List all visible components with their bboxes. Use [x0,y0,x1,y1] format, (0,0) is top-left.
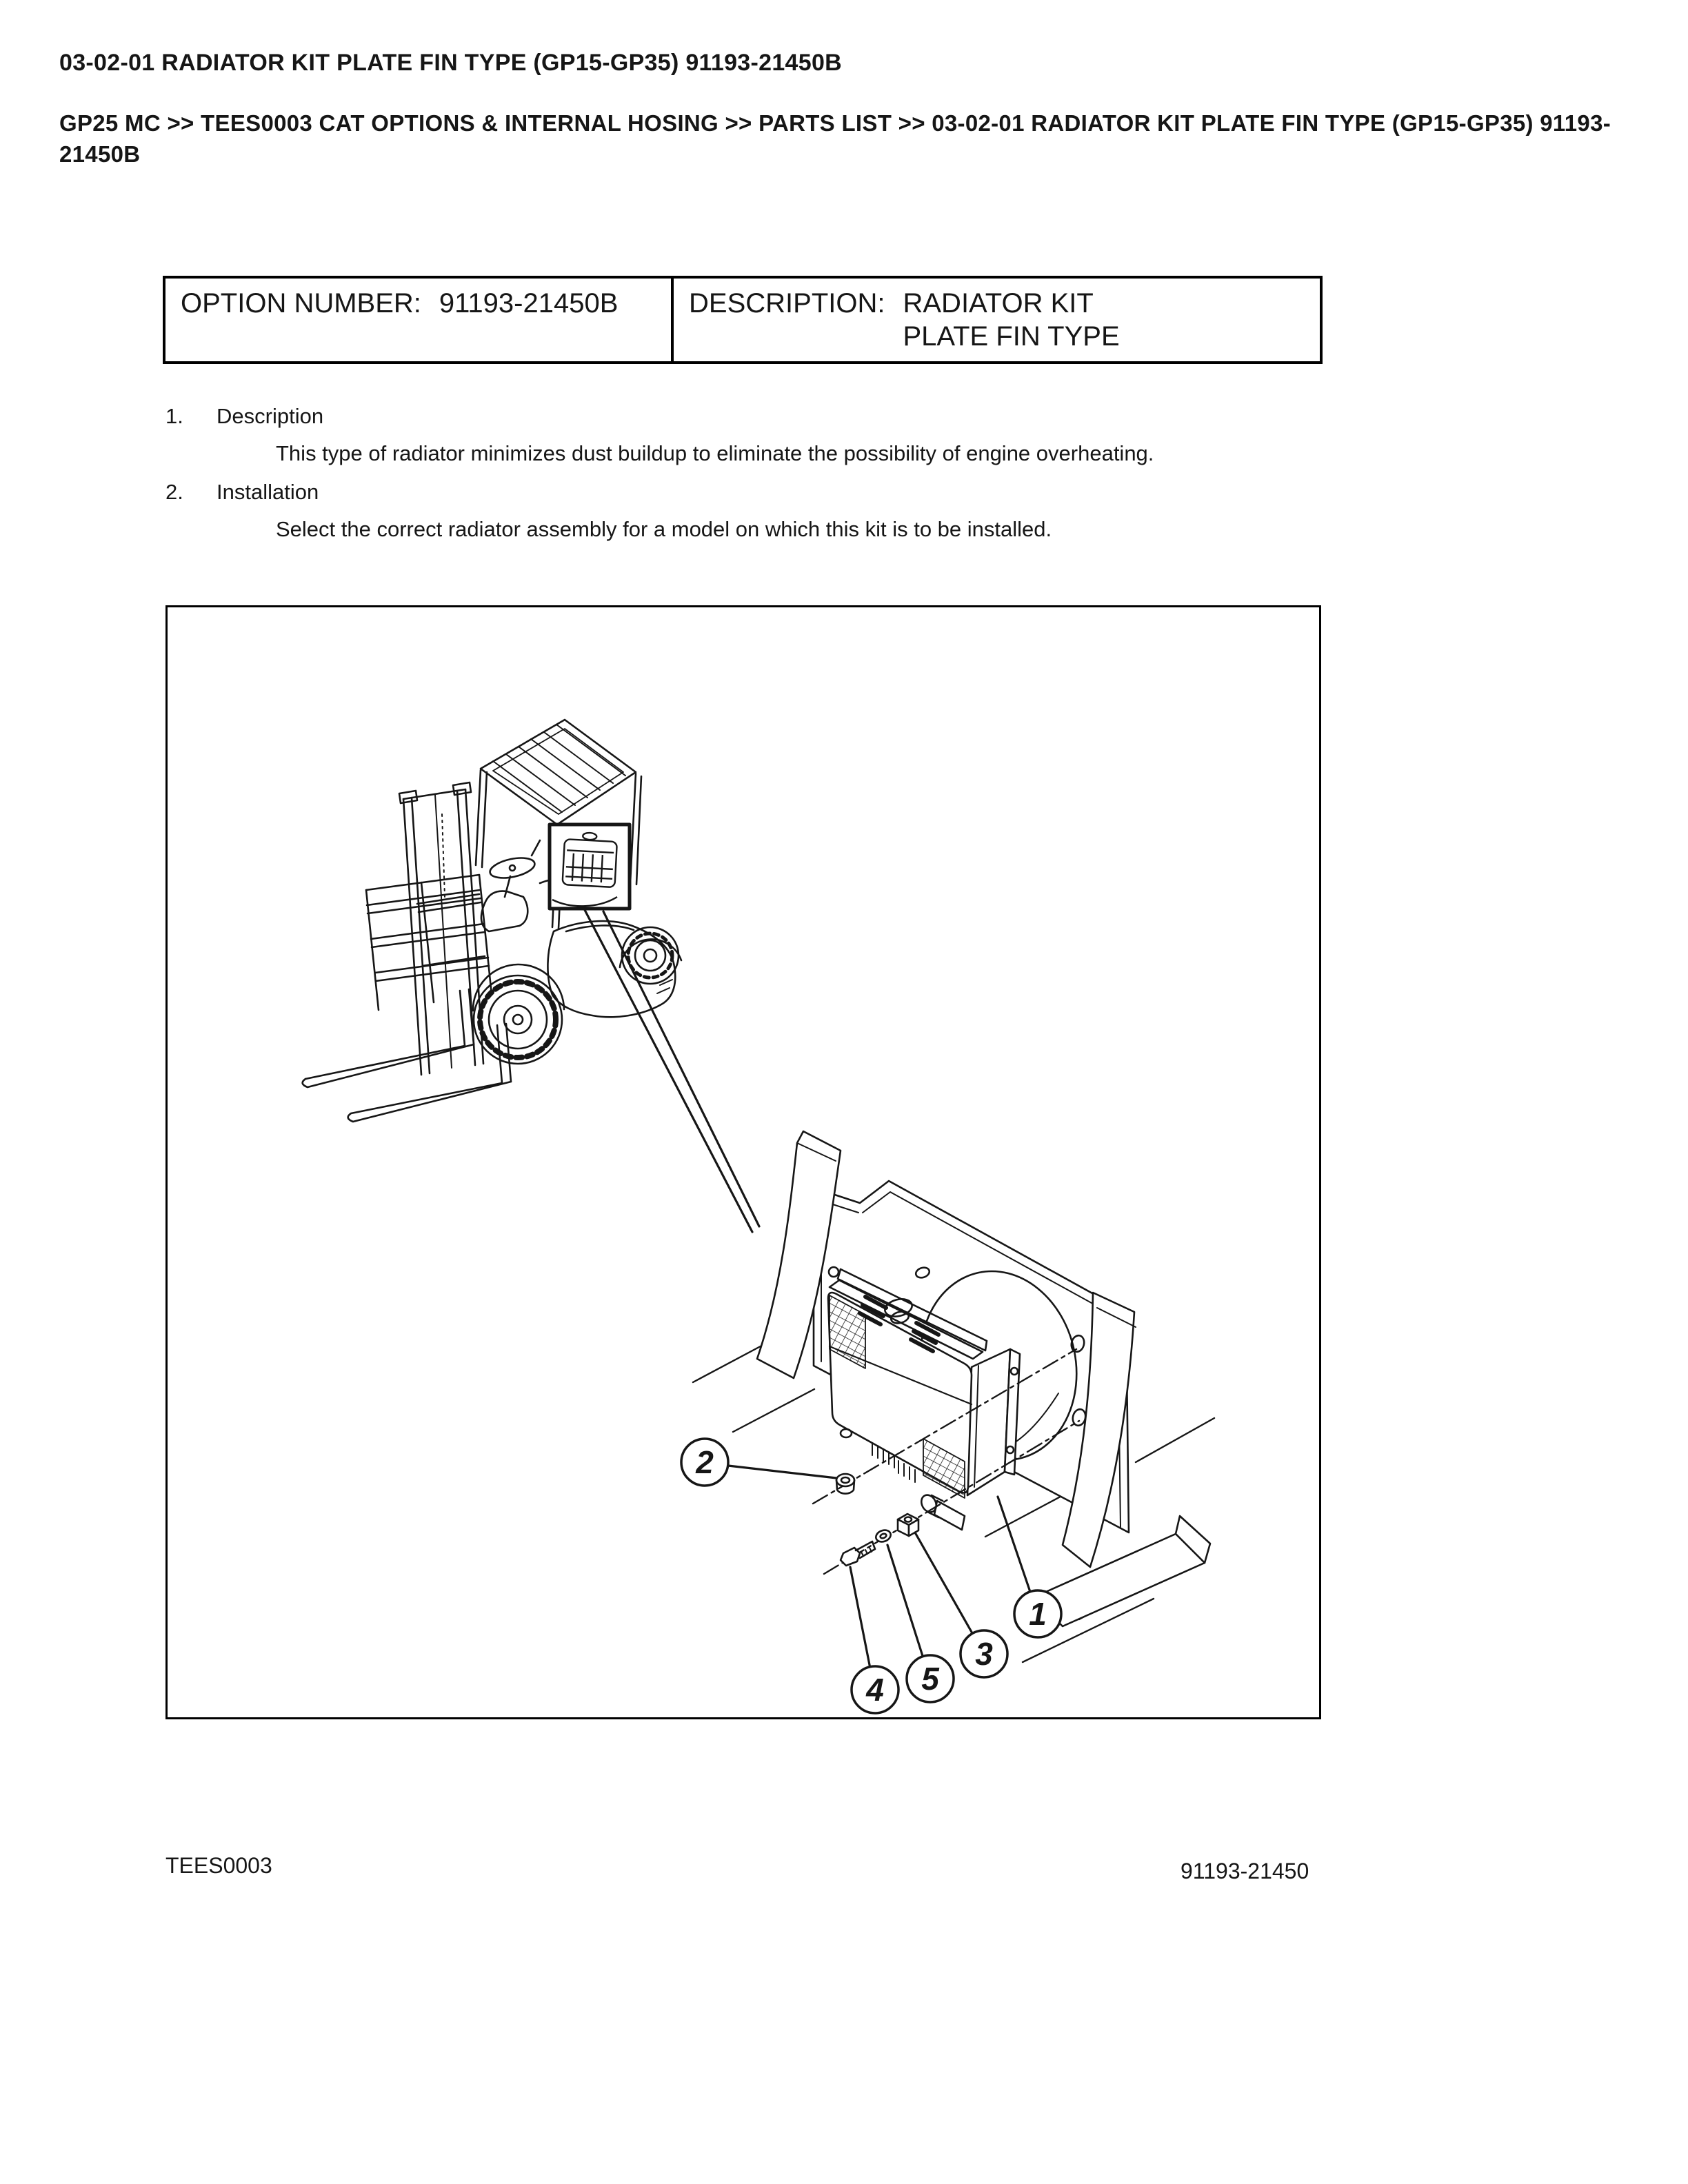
footer-document-code: TEES0003 [165,1853,272,1878]
callout-5 [907,1655,954,1702]
section-1-body: This type of radiator minimizes dust buildup to eliminate the possibility of engine overheating. [276,441,1154,465]
section-2-title: Installation [217,480,319,504]
fastener-parts [836,1474,918,1566]
svg-text:1: 1 [1029,1596,1047,1632]
section-1-number: 1. [165,404,183,428]
callout-4 [852,1666,898,1713]
forklift-drawing [303,720,681,1122]
page-title: 03-02-01 RADIATOR KIT PLATE FIN TYPE (GP15-GP35) 91193-21450B [59,50,843,76]
section-2-body: Select the correct radiator assembly for a model on which this kit is to be installed. [276,517,1052,541]
parts-diagram [165,605,1321,1719]
description-cell [674,279,1320,361]
svg-text:5: 5 [921,1661,939,1697]
option-number-value: 91193-21450B [439,288,619,318]
breadcrumb: GP25 MC >> TEES0003 CAT OPTIONS & INTERNAL HOSING >> PARTS LIST >> 03-02-01 RADIATOR KIT PLATE FIN TYPE (GP15-GP35) 91193-21450B [59,110,1611,167]
section-2-number: 2. [165,480,183,504]
section-2-heading [165,478,1517,506]
bolt-part [841,1541,875,1566]
callout-2 [681,1439,728,1486]
callout-3 [961,1630,1007,1677]
callout-balloons [681,1439,1061,1713]
radiator-kit-illustration [168,607,1319,1717]
section-list [165,403,1517,554]
radiator-location-box [550,825,630,909]
description-line1: RADIATOR KIT [903,288,1094,318]
callout-1 [1014,1590,1061,1637]
svg-text:4: 4 [866,1672,884,1708]
option-number-cell [165,279,674,361]
svg-text:3: 3 [975,1636,993,1672]
svg-text:2: 2 [696,1444,714,1480]
description-label: DESCRIPTION: [689,288,885,318]
grommet-part [836,1474,854,1494]
section-1-heading [165,403,1517,430]
description-line2: PLATE FIN TYPE [903,321,1120,352]
exploded-view [693,1131,1214,1668]
option-description-table [163,276,1323,364]
option-number-label: OPTION NUMBER: [181,288,421,318]
section-1-title: Description [217,404,324,428]
footer-part-number: 91193-21450 [1180,1859,1309,1883]
